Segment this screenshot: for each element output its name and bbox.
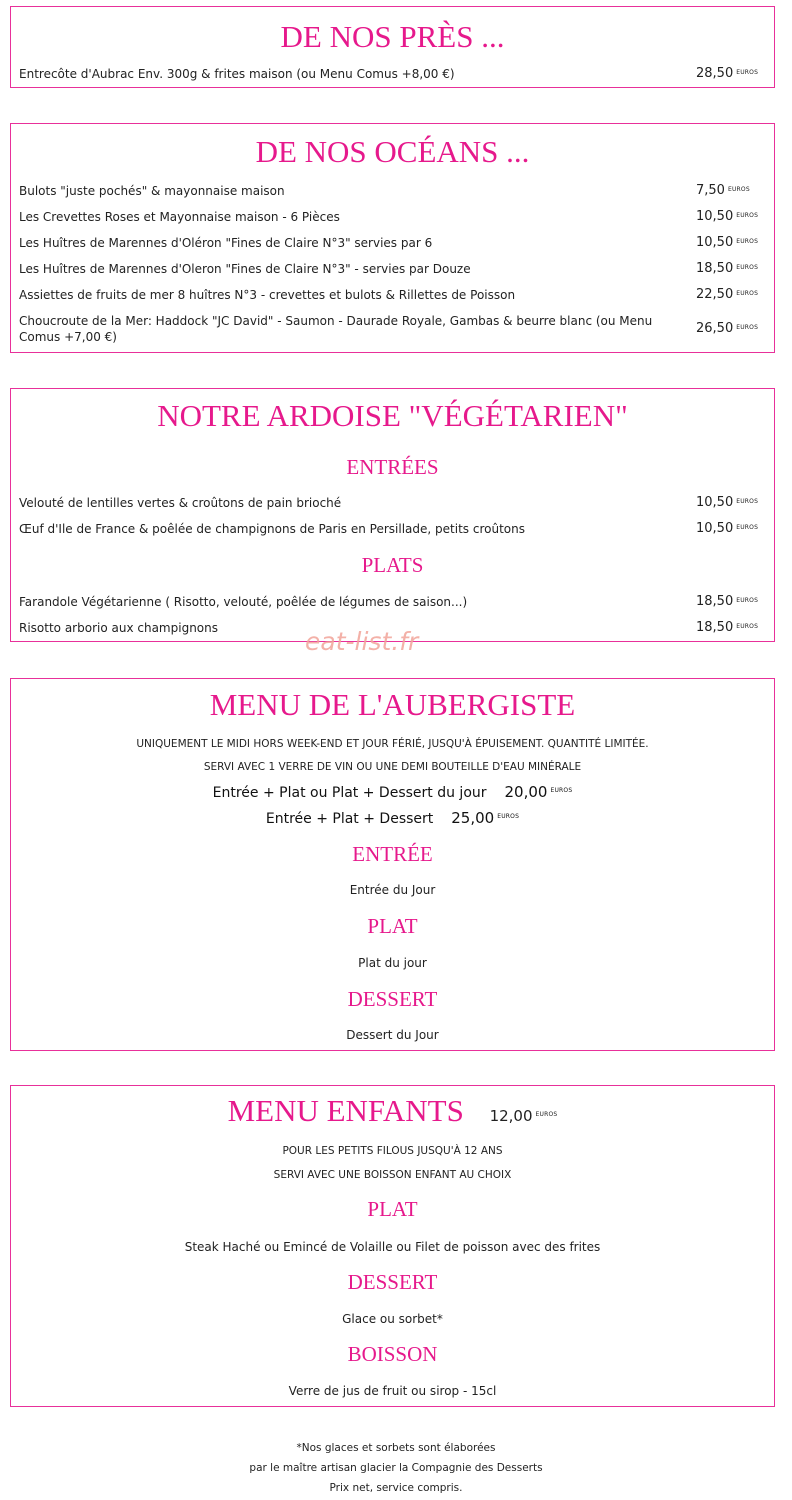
formula-label: Entrée + Plat + Dessert (265, 811, 434, 827)
menu-item-name: Œuf d'Ile de France & poêlée de champignons de Paris en Persillade, petits croûtons (19, 522, 525, 536)
menu-item-name: Velouté de lentilles vertes & croûtons de pain brioché (19, 496, 342, 510)
course-text: Verre de jus de fruit ou sirop - 15cl (288, 1384, 497, 1398)
formula-label: Entrée + Plat ou Plat + Dessert du jour (212, 785, 487, 801)
menu-item-name: Les Huîtres de Marennes d'Oleron "Fines de Claire N°3" - servies par Douze (19, 262, 471, 276)
subsection-title-dessert: DESSERT (347, 987, 438, 1011)
menu-item-name: Risotto arborio aux champignons (19, 621, 218, 635)
section-enfants (10, 1085, 775, 1407)
footer-note: *Nos glaces et sorbets sont élaborées (296, 1442, 496, 1454)
section-title: MENU DE L'AUBERGISTE (209, 687, 576, 722)
menu-item-name: Les Crevettes Roses et Mayonnaise maison - 6 Pièces (19, 210, 340, 224)
section-title: DE NOS PRÈS ... (280, 19, 505, 54)
section-title: NOTRE ARDOISE "VÉGÉTARIEN" (157, 398, 628, 433)
section-aubergiste (10, 678, 775, 1051)
menu-item-price: 10,50 $^{EUROS}$ (696, 235, 759, 250)
formula-price: 20,00 (504, 783, 548, 801)
section-title: DE NOS OCÉANS ... (255, 134, 530, 169)
subsection-title-entree: ENTRÉE (352, 842, 433, 866)
menu-item-name: Bulots "juste pochés" & mayonnaise maison (19, 184, 285, 198)
formula-line: Entrée + Plat + Dessert 25,00 $^{EUROS}$ (265, 809, 520, 827)
footer-note: Prix net, service compris. (329, 1482, 463, 1494)
section-title: MENU ENFANTS 12,00 $^{EUROS}$ (227, 1093, 558, 1128)
menu-item-price: 10,50 $^{EUROS}$ (696, 209, 759, 224)
menu-item-name: Entrecôte d'Aubrac Env. 300g & frites maison (ou Menu Comus +8,00 €) (19, 67, 455, 81)
menu-item-price: 10,50 $^{EUROS}$ (696, 521, 759, 536)
subsection-title-plat: PLAT (367, 1197, 418, 1221)
menu-item-price: 26,50 $^{EUROS}$ (696, 321, 759, 336)
footer-note: par le maître artisan glacier la Compagnie des Desserts (249, 1462, 543, 1474)
subsection-title-dessert: DESSERT (347, 1270, 438, 1294)
course-text: Entrée du Jour (349, 883, 436, 897)
menu-item-price: 18,50 $^{EUROS}$ (696, 594, 759, 609)
menu-item-name: Choucroute de la Mer: Haddock "JC David" - Saumon - Daurade Royale, Gambas & beurre blanc (ou Menu Comus +7,00 €) (19, 314, 653, 344)
section-oceans (10, 123, 775, 353)
formula-line: Entrée + Plat ou Plat + Dessert du jour 20,00 $^{EUROS}$ (212, 783, 573, 801)
title-text: MENU ENFANTS (227, 1093, 464, 1128)
subsection-title-boisson: BOISSON (347, 1342, 438, 1366)
info-line: SERVI AVEC 1 VERRE DE VIN OU UNE DEMI BOUTEILLE D'EAU MINÉRALE (203, 761, 582, 773)
info-line: POUR LES PETITS FILOUS JUSQU'À 12 ANS (282, 1145, 503, 1157)
course-text: Plat du jour (358, 956, 427, 970)
section-vegetarien (10, 388, 775, 642)
menu-item-price: 22,50 $^{EUROS}$ (696, 287, 759, 302)
info-line: UNIQUEMENT LE MIDI HORS WEEK-END ET JOUR FÉRIÉ, JUSQU'À ÉPUISEMENT. QUANTITÉ LIMITÉE. (136, 738, 649, 750)
watermark-text: eat-list.fr (305, 627, 419, 656)
menu-item-price: 18,50 $^{EUROS}$ (696, 261, 759, 276)
menu-item-name: Assiettes de fruits de mer 8 huîtres N°3 - crevettes et bulots & Rillettes de Poisson (19, 288, 516, 302)
menu-item-price: 28,50 $^{EUROS}$ (696, 66, 759, 81)
info-line: SERVI AVEC UNE BOISSON ENFANT AU CHOIX (273, 1169, 512, 1181)
subsection-title-plats: PLATS (361, 553, 424, 577)
menu-item-name: Les Huîtres de Marennes d'Oléron "Fines de Claire N°3" servies par 6 (19, 236, 433, 250)
menu-item-price: 18,50 $^{EUROS}$ (696, 620, 759, 635)
course-text: Steak Haché ou Emincé de Volaille ou Filet de poisson avec des frites (184, 1240, 601, 1254)
subsection-title-plat: PLAT (367, 914, 418, 938)
menu-item-price: 10,50 $^{EUROS}$ (696, 495, 759, 510)
menu-price: 12,00 (489, 1107, 533, 1125)
course-text: Glace ou sorbet* (342, 1312, 443, 1326)
section-pres (10, 6, 775, 88)
menu-item-name: Farandole Végétarienne ( Risotto, velouté, poêlée de légumes de saison...) (19, 595, 468, 609)
subsection-title-entrees: ENTRÉES (346, 455, 439, 479)
menu-item-price: 7,50 $^{EUROS}$ (696, 183, 750, 198)
course-text: Dessert du Jour (346, 1028, 439, 1042)
formula-price: 25,00 (451, 809, 495, 827)
